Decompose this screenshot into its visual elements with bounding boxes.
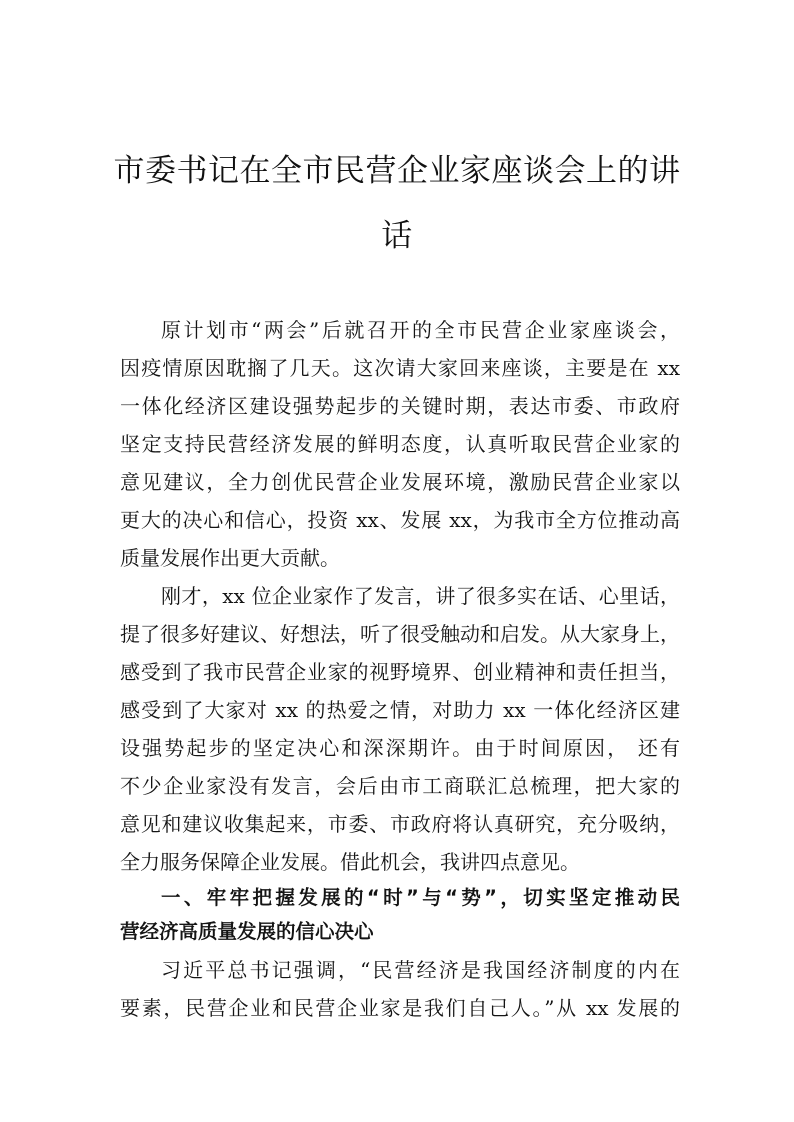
document-title-line-1: 市委书记在全市民营企业家座谈会上的讲 [113,153,681,189]
section-heading-line: 营经济高质量发展的信心决心 [120,920,374,943]
paragraph-3-line: 习近平总书记强调，“民营经济是我国经济制度的内在 [161,958,680,982]
paragraph-2-line: 全力服务保障企业发展。借此机会，我讲四点意见。 [120,850,580,874]
paragraph-2-line: 感受到了大家对 xx 的热爱之情，对助力 xx 一体化经济区建 [120,698,680,722]
document-title-line-2: 话 [381,218,413,254]
paragraph-1-line: 一体化经济区建设强势起步的关键时期，表达市委、市政府 [120,394,680,418]
paragraph-2-line: 提了很多好建议、好想法，听了很受触动和启发。从大家身上， [120,622,680,646]
paragraph-1-line: 质量发展作出更大贡献。 [120,546,340,570]
paragraph-1-line: 因疫情原因耽搁了几天。这次请大家回来座谈，主要是在 xx [120,356,680,380]
paragraph-2-line: 设强势起步的坚定决心和深深期许。由于时间原因， 还有 [120,736,680,760]
paragraph-2-line: 刚才，xx 位企业家作了发言，讲了很多实在话、心里话， [161,584,680,608]
paragraph-2-line: 感受到了我市民营企业家的视野境界、创业精神和责任担当， [120,660,680,684]
paragraph-1-line: 坚定支持民营经济发展的鲜明态度，认真听取民营企业家的 [120,432,680,456]
paragraph-1-line: 意见建议，全力创优民营企业发展环境，激励民营企业家以 [120,470,680,494]
paragraph-1-line: 原计划市“两会”后就召开的全市民营企业家座谈会， [161,318,680,342]
paragraph-1-line: 更大的决心和信心，投资 xx、发展 xx，为我市全方位推动高 [120,508,680,532]
paragraph-2-line: 不少企业家没有发言，会后由市工商联汇总梳理，把大家的 [120,774,680,798]
section-heading-line: 一、牢牢把握发展的“时”与“势”，切实坚定推动民 [161,886,680,909]
paragraph-2-line: 意见和建议收集起来，市委、市政府将认真研究，充分吸纳， [120,812,680,836]
paragraph-3-line: 要素，民营企业和民营企业家是我们自己人。”从 xx 发展的 [120,996,680,1020]
